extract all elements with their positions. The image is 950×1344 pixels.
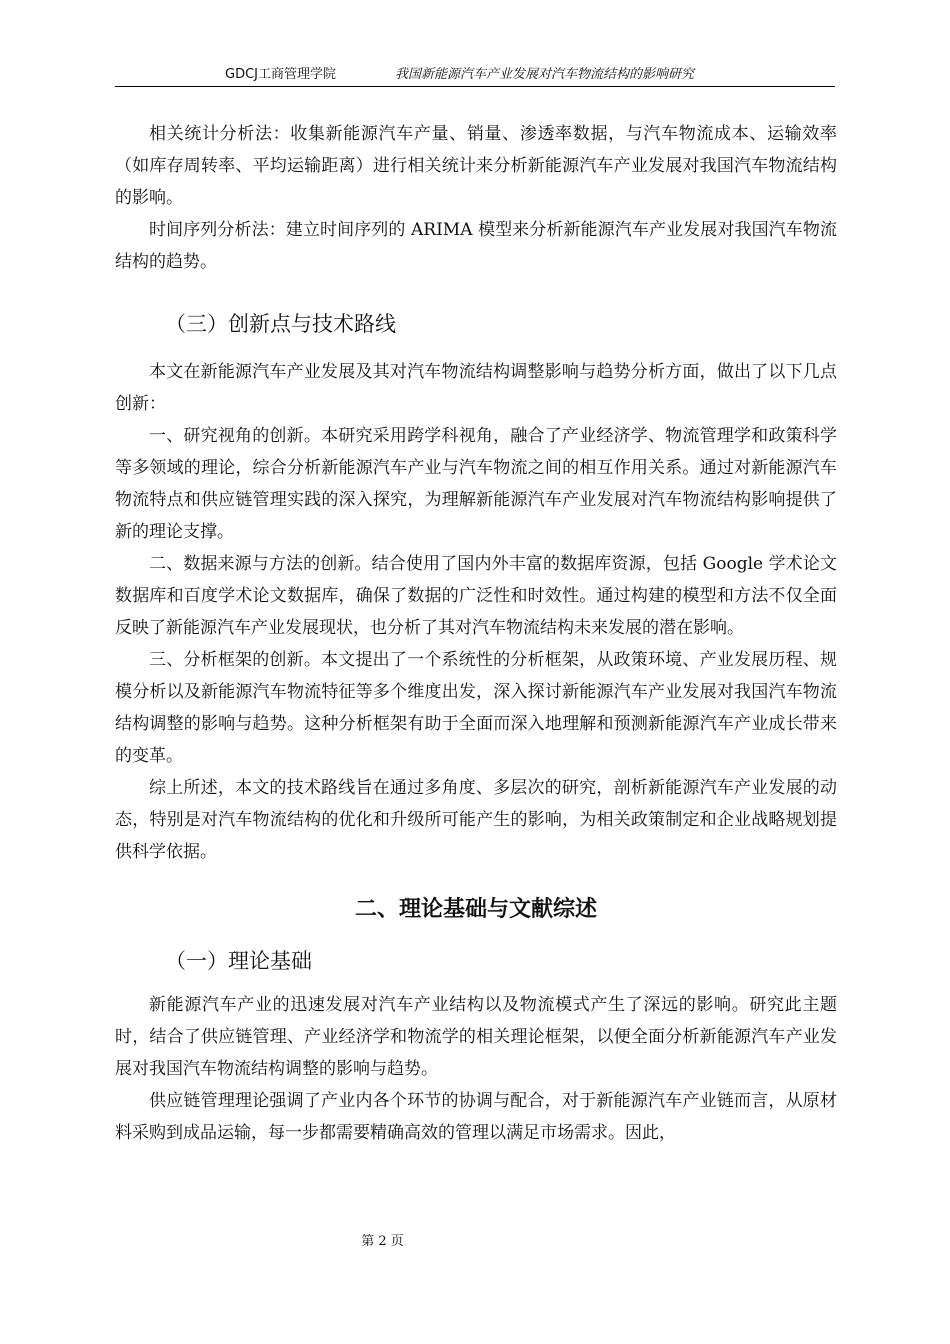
section-heading-theory-basis: （一）理论基础 — [165, 949, 312, 973]
paragraph-innovation-data: 二、数据来源与方法的创新。结合使用了国内外丰富的数据库资源，包括 Google 学术论文数据库和百度学术论文数据库，确保了数据的广泛性和时效性。通过构建的模型和方法不仅全面反映了新能源汽车产业发展现状，也分析了其对汽车物流结构未来发展的潜在影响。 — [115, 554, 837, 638]
document-body — [115, 118, 837, 1149]
paragraph-supply-chain: 供应链管理理论强调了产业内各个环节的协调与配合，对于新能源汽车产业链而言，从原材料采购到成品运输，每一步都需要精确高效的管理以满足市场需求。因此， — [115, 1091, 837, 1143]
paragraph-theory-intro: 新能源汽车产业的迅速发展对汽车产业结构以及物流模式产生了深远的影响。研究此主题时，结合了供应链管理、产业经济学和物流学的相关理论框架，以便全面分析新能源汽车产业发展对我国汽车物流结构调整的影响与趋势。 — [115, 995, 837, 1079]
chapter-heading-theory-literature: 二、理论基础与文献综述 — [354, 897, 597, 922]
section-heading-innovation: （三）创新点与技术路线 — [165, 312, 396, 336]
paragraph-innovation-framework: 三、分析框架的创新。本文提出了一个系统性的分析框架，从政策环境、产业发展历程、规模分析以及新能源汽车物流特征等多个维度出发，深入探讨新能源汽车产业发展对我国汽车物流结构调整的影响与趋势。这种分析框架有助于全面而深入地理解和预测新能源汽车产业成长带来的变革。 — [115, 650, 837, 766]
page-header — [115, 68, 835, 87]
page-number: 第 2 页 — [361, 1234, 404, 1249]
paragraph-time-series-method: 时间序列分析法：建立时间序列的 ARIMA 模型来分析新能源汽车产业发展对我国汽车物流结构的趋势。 — [115, 220, 837, 272]
paragraph-innovation-intro: 本文在新能源汽车产业发展及其对汽车物流结构调整影响与趋势分析方面，做出了以下几点创新： — [115, 362, 837, 414]
paragraph-innovation-perspective: 一、研究视角的创新。本研究采用跨学科视角，融合了产业经济学、物流管理学和政策科学等多领域的理论，综合分析新能源汽车产业与汽车物流之间的相互作用关系。通过对新能源汽车物流特点和供应链管理实践的深入探究，为理解新能源汽车产业发展对汽车物流结构影响提供了新的理论支撑。 — [115, 426, 837, 542]
paragraph-summary: 综上所述，本文的技术路线旨在通过多角度、多层次的研究，剖析新能源汽车产业发展的动态，特别是对汽车物流结构的优化和升级所可能产生的影响，为相关政策制定和企业战略规划提供科学依据。 — [115, 778, 837, 862]
paragraph-correlation-method: 相关统计分析法：收集新能源汽车产量、销量、渗透率数据，与汽车物流成本、运输效率（如库存周转率、平均运输距离）进行相关统计来分析新能源汽车产业发展对我国汽车物流结构的影响。 — [115, 124, 837, 208]
header-institution: GDCJ工商管理学院 — [225, 67, 336, 82]
header-paper-title: 我国新能源汽车产业发展对汽车物流结构的影响研究 — [395, 67, 695, 82]
